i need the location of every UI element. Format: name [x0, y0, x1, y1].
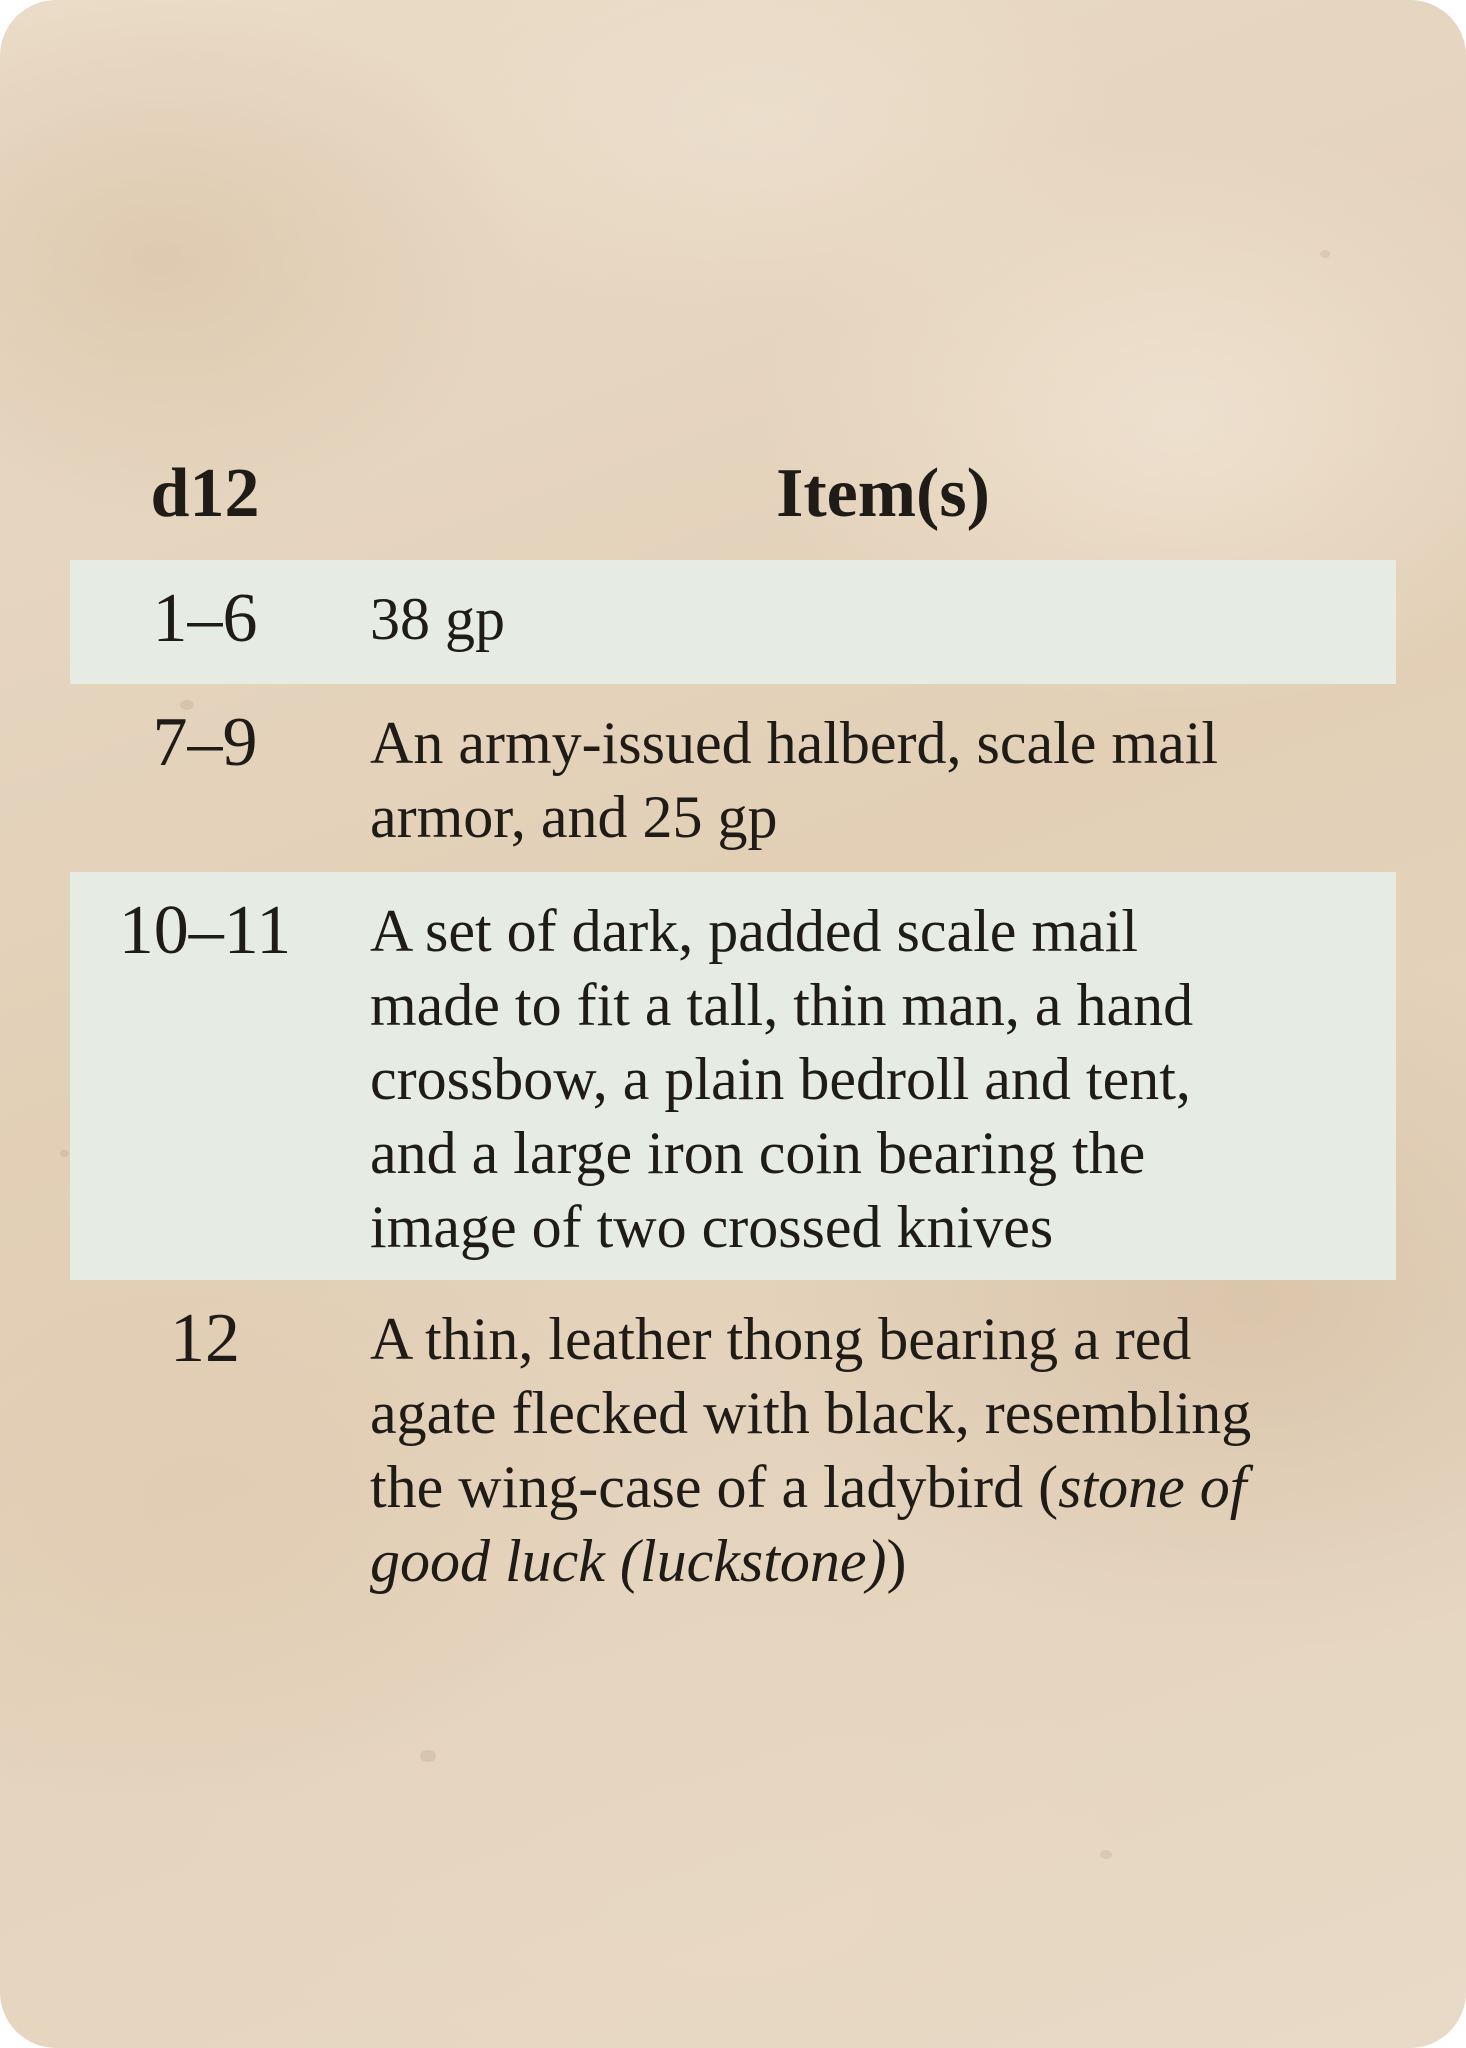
description-line — [370, 1450, 1376, 1524]
texture-speck — [1100, 1850, 1112, 1859]
description-text: ) — [886, 1528, 907, 1594]
description-line: A set of dark, padded scale mail — [370, 898, 1139, 964]
table-row — [70, 684, 1396, 872]
item-description — [70, 1280, 1396, 1598]
texture-speck — [1320, 250, 1330, 258]
table-row — [70, 1280, 1396, 1598]
description-line: and a large iron coin bearing the — [370, 1120, 1146, 1186]
description-line: agate flecked with black, resembling — [370, 1380, 1252, 1446]
description-line: crossbow, a plain bedroll and tent, — [370, 1046, 1191, 1112]
texture-speck — [420, 1750, 436, 1762]
item-description — [70, 872, 1396, 1264]
magic-item-name: good luck (luckstone) — [370, 1528, 887, 1594]
item-description — [70, 560, 1396, 656]
table-row — [70, 560, 1396, 684]
texture-speck — [60, 1150, 69, 1157]
item-table — [70, 440, 1396, 1598]
magic-item-name: stone of — [1058, 1454, 1247, 1520]
description-line — [370, 1524, 1376, 1598]
column-header-items: Item(s) — [776, 455, 990, 532]
description-line: made to fit a tall, thin man, a hand — [370, 972, 1194, 1038]
roll-range: 1–6 — [152, 580, 258, 657]
description-text: the wing-case of a ladybird ( — [370, 1454, 1059, 1520]
roll-range: 10–11 — [118, 892, 292, 969]
description-line: armor, and 25 gp — [370, 784, 778, 850]
roll-range: 12 — [170, 1300, 240, 1377]
item-description — [70, 684, 1396, 854]
column-header-roll: d12 — [150, 455, 260, 532]
description-line: A thin, leather thong bearing a red — [370, 1306, 1192, 1372]
description-line: image of two crossed knives — [370, 1194, 1054, 1260]
table-row — [70, 872, 1396, 1280]
table-header-row — [70, 440, 1396, 560]
roll-range: 7–9 — [152, 704, 258, 781]
description-line: 38 gp — [370, 586, 505, 652]
description-line: An army-issued halberd, scale mail — [370, 710, 1219, 776]
